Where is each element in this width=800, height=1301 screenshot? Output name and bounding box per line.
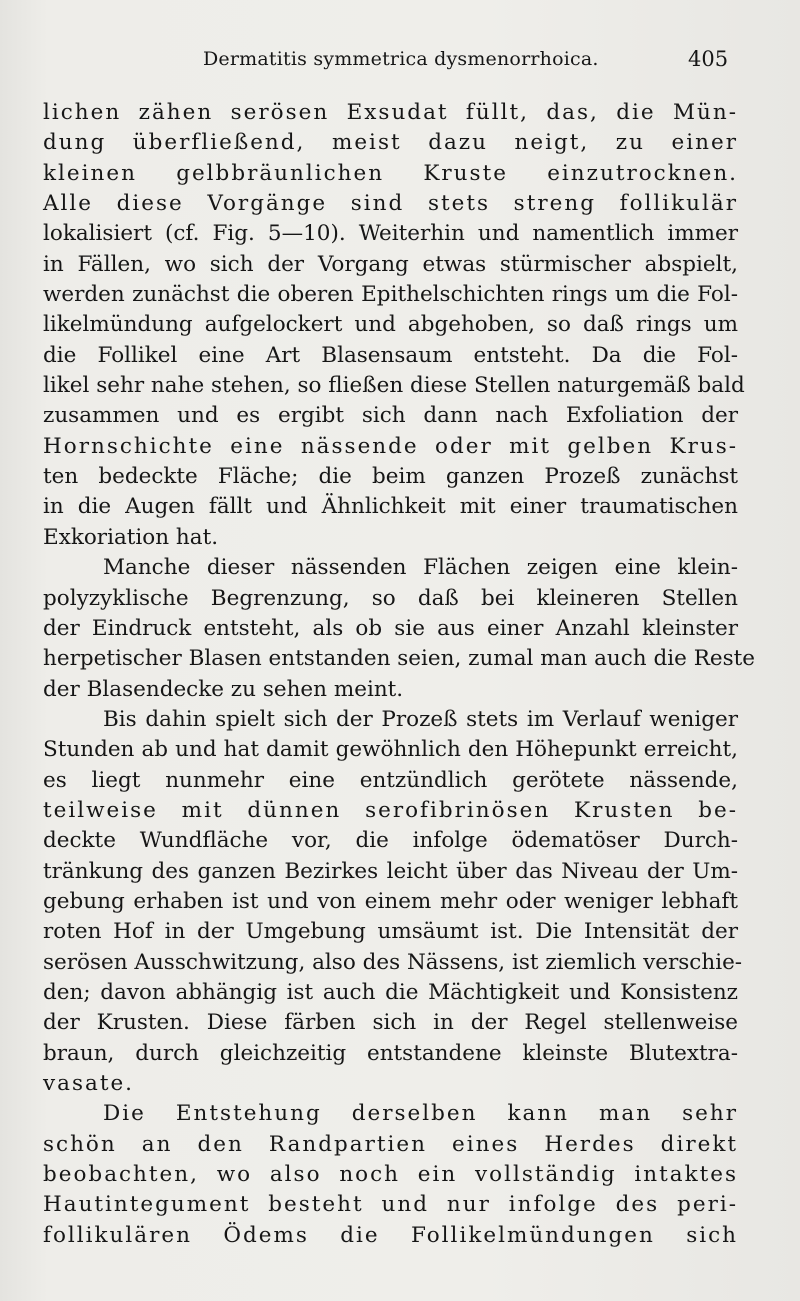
text-line: der Blasendecke zu sehen meint. [43, 676, 404, 702]
text-line: zusammen und es ergibt sich dann nach Exfoliation der [43, 403, 738, 429]
text-line: werden zunächst die oberen Epithelschichten rings um die Fol- [43, 282, 738, 308]
text-line: vasate. [43, 1071, 135, 1096]
text-line: polyzyklische Begrenzung, so daß bei kleineren Stellen [43, 585, 738, 611]
text-line: der Krusten. Diese färben sich in der Regel stellenweise [43, 1010, 738, 1036]
text-line: ten bedeckte Fläche; die beim ganzen Prozeß zunächst [43, 464, 738, 490]
text-line: Die Entstehung derselben kann man sehr [103, 1101, 738, 1127]
text-line: herpetischer Blasen entstanden seien, zumal man auch die Reste [43, 646, 755, 672]
text-line: die Follikel eine Art Blasensaum entsteht. Da die Fol- [43, 342, 738, 368]
text-line: es liegt nunmehr eine entzündlich gerötete nässende, [43, 767, 738, 793]
text-line: dung überfließend, meist dazu neigt, zu einer [43, 130, 738, 156]
text-line: roten Hof in der Umgebung umsäumt ist. Die Intensität der [43, 919, 738, 945]
body-text [43, 98, 755, 1251]
text-line: follikulären Ödems die Follikelmündungen sich [43, 1222, 738, 1248]
text-line: Hornschichte eine nässende oder mit gelben Krus- [43, 433, 738, 459]
text-line: den; davon abhängig ist auch die Mächtigkeit und Konsistenz [43, 979, 738, 1005]
page-number: 405 [688, 47, 729, 71]
text-line: likelmündung aufgelockert und abgehoben, so daß rings um [43, 312, 738, 338]
text-line: braun, durch gleichzeitig entstandene kleinste Blutextra- [43, 1040, 738, 1066]
text-line: schön an den Randpartien eines Herdes direkt [43, 1131, 738, 1157]
text-line: Exkoriation hat. [43, 524, 219, 550]
text-line: Alle diese Vorgänge sind stets streng follikulär [43, 191, 738, 217]
text-line: gebung erhaben ist und von einem mehr oder weniger lebhaft [43, 888, 738, 914]
text-line: in die Augen fällt und Ähnlichkeit mit einer traumatischen [43, 494, 738, 520]
text-line: lichen zähen serösen Exsudat füllt, das, die Mün- [43, 100, 738, 125]
text-line: likel sehr nahe stehen, so fließen diese Stellen naturgemäß bald [43, 373, 745, 399]
text-line: Bis dahin spielt sich der Prozeß stets im Verlauf weniger [103, 706, 738, 732]
text-line: in Fällen, wo sich der Vorgang etwas stürmischer abspielt, [43, 251, 738, 277]
text-line: lokalisiert (cf. Fig. 5—10). Weiterhin und namentlich immer [43, 221, 738, 247]
text-line: deckte Wundfläche vor, die infolge ödematöser Durch- [43, 828, 738, 854]
text-line: Hautintegument besteht und nur infolge des peri- [43, 1192, 738, 1218]
text-line: Stunden ab und hat damit gewöhnlich den Höhepunkt erreicht, [43, 737, 738, 763]
running-head [0, 48, 800, 78]
text-line: beobachten, wo also noch ein vollständig intaktes [43, 1162, 738, 1188]
text-line: Manche dieser nässenden Flächen zeigen eine klein- [103, 555, 738, 581]
text-line: teilweise mit dünnen serofibrinösen Krusten be- [43, 797, 738, 823]
running-title: Dermatitis symmetrica dysmenorrhoica. [203, 48, 599, 70]
text-line: der Eindruck entsteht, als ob sie aus einer Anzahl kleinster [43, 615, 738, 641]
text-line: serösen Ausschwitzung, also des Nässens, ist ziemlich verschie- [43, 949, 743, 975]
text-line: tränkung des ganzen Bezirkes leicht über das Niveau der Um- [43, 858, 738, 884]
text-line: kleinen gelbbräunlichen Kruste einzutrocknen. [43, 160, 738, 186]
